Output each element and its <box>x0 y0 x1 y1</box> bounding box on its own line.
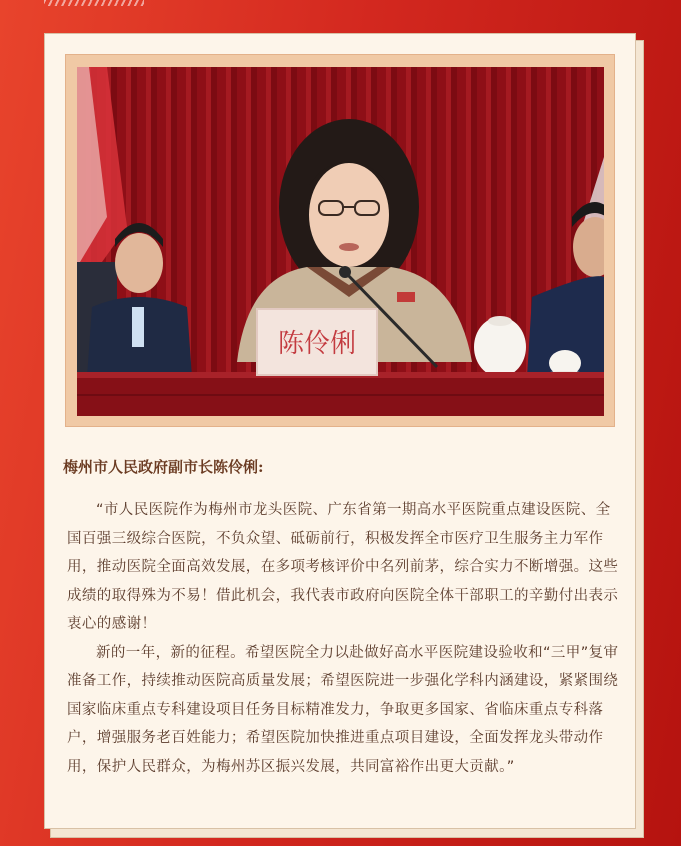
quote-body <box>67 496 623 781</box>
article-card <box>44 33 636 829</box>
speaker-heading: 梅州市人民政府副市长陈伶俐: <box>63 458 264 476</box>
decorative-stripes <box>44 0 144 6</box>
nameplate-text: 陈伶俐 <box>277 329 357 359</box>
photo-frame <box>65 54 615 427</box>
speaker-photo <box>77 67 604 416</box>
photo-illustration <box>77 67 604 416</box>
quote-paragraph-2: 新的一年，新的征程。希望医院全力以赴做好高水平医院建设验收和“三甲”复审准备工作，持续推动医院高质量发展；希望医院进一步强化学科内涵建设，紧紧围绕国家临床重点专科建设项目任务目标精准发力，争取更多国家、省临床重点专科落户，增强服务老百姓能力；希望医院加快推进重点项目建设，全面发挥龙头带动作用，保护人民群众，为梅州苏区振兴发展，共同富裕作出更大贡献。” <box>67 644 619 775</box>
quote-paragraph-1: “市人民医院作为梅州市龙头医院、广东省第一期高水平医院重点建设医院、全国百强三级综合医院，不负众望、砥砺前行，积极发挥全市医疗卫生服务主力军作用，推动医院全面高效发展，在多项考核评价中名列前茅，综合实力不断增强。这些成绩的取得殊为不易！借此机会，我代表市政府向医院全体干部职工的辛勤付出表示衷心的感谢！ <box>67 502 619 632</box>
